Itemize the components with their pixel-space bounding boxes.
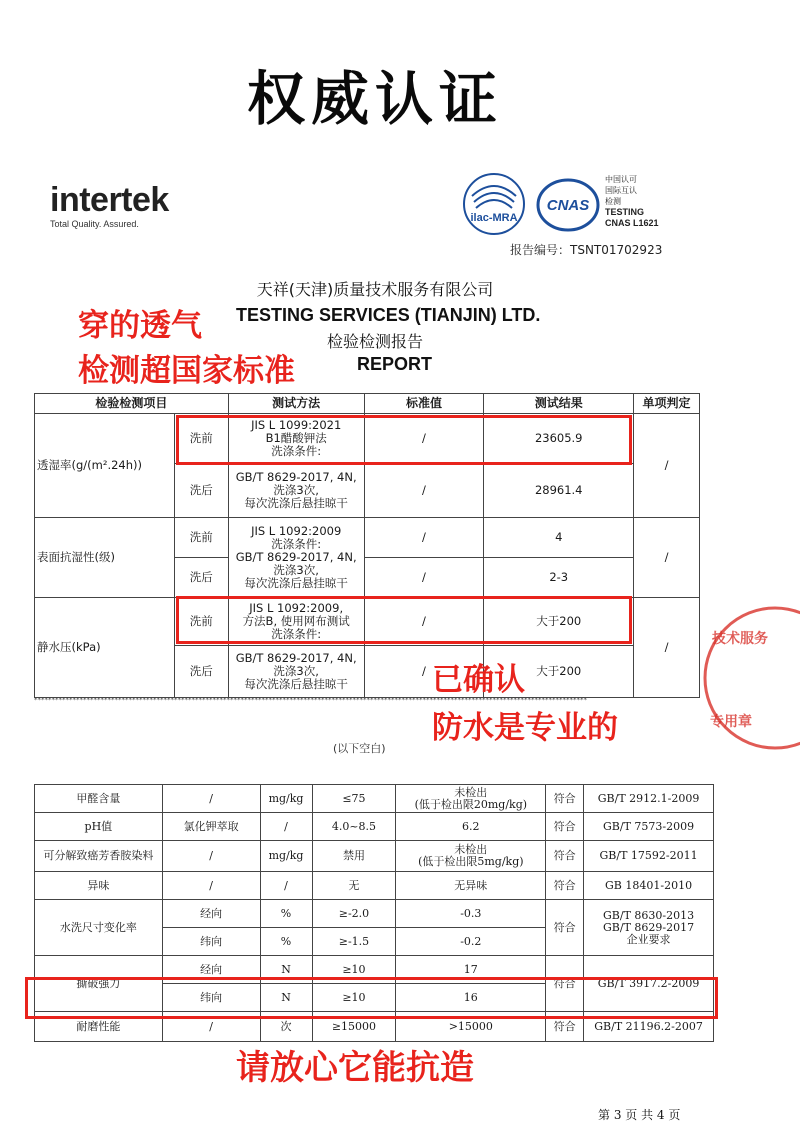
- cell: ≥10: [312, 984, 396, 1012]
- cell: -0.3: [396, 900, 546, 928]
- cell: 无: [312, 872, 396, 900]
- cell: N: [260, 956, 312, 984]
- intertek-logo: [50, 183, 169, 229]
- result-cell: 23605.9: [484, 414, 634, 464]
- table-header-row: [35, 394, 700, 414]
- cell: ≤75: [312, 785, 396, 813]
- cell: N: [260, 984, 312, 1012]
- cnas-code: CNAS L1621: [605, 218, 659, 228]
- promo-waterproof: 防水是专业的: [432, 710, 618, 746]
- method-before-text: JIS L 1092:2009 洗涤条件:: [251, 524, 342, 551]
- cell: GB/T 21196.2-2007: [584, 1012, 714, 1042]
- intertek-wordmark: intertek: [50, 181, 169, 219]
- method-cell: GB/T 8629-2017, 4N, 洗涤3次, 每次洗涤后悬挂晾干: [228, 646, 364, 698]
- cell: 耐磨性能: [35, 1012, 163, 1042]
- cell: /: [162, 1012, 260, 1042]
- company-name-cn: 天祥(天津)质量技术服务有限公司: [256, 280, 494, 299]
- cell: 氯化钾萃取: [162, 813, 260, 841]
- cell: mg/kg: [260, 785, 312, 813]
- header-item: 检验检测项目: [35, 394, 229, 414]
- stamp-text-2: 专用章: [710, 714, 752, 730]
- stamp-text: 技术服务: [712, 631, 768, 647]
- report-title-en: REPORT: [357, 354, 433, 374]
- phase-before: 洗前: [174, 518, 228, 558]
- cnas-label: CNAS: [546, 197, 590, 214]
- highlight-box-moisture: [176, 415, 632, 465]
- verdict-cell: /: [634, 414, 700, 518]
- cell: 符合: [546, 785, 584, 813]
- cell: 4.0~8.5: [312, 813, 396, 841]
- cell: /: [260, 872, 312, 900]
- ilac-mra-logo: [462, 172, 526, 236]
- method-cell: JIS L 1092:2009, 方法B, 使用网布测试 洗涤条件:: [228, 598, 364, 646]
- cell: 经向: [162, 900, 260, 928]
- cell: 水洗尺寸变化率: [35, 900, 163, 956]
- page-number: 第 3 页 共 4 页: [598, 1108, 681, 1122]
- company-name-en: TESTING SERVICES (TIANJIN) LTD.: [236, 305, 541, 325]
- blank-below-note: (以下空白): [333, 742, 386, 755]
- cell: 纬向: [162, 928, 260, 956]
- standard-cell: /: [364, 646, 484, 698]
- item-hydrostatic: 静水压(kPa): [35, 598, 175, 698]
- result-cell: 2-3: [484, 558, 634, 598]
- method-after-text: GB/T 8629-2017, 4N, 洗涤3次, 每次洗涤后悬挂晾干: [235, 550, 357, 590]
- ilac-label: ilac-MRA: [470, 212, 518, 224]
- result-cell: 4: [484, 518, 634, 558]
- cell: ≥-2.0: [312, 900, 396, 928]
- table-row: [35, 785, 714, 813]
- page-title: 权威认证: [246, 65, 503, 133]
- phase-after: 洗后: [174, 646, 228, 698]
- cell: GB/T 8630-2013 GB/T 8629-2017 企业要求: [584, 900, 714, 956]
- result-cell: 28961.4: [484, 464, 634, 518]
- table-row: [35, 813, 714, 841]
- cell: 经向: [162, 956, 260, 984]
- cell: ≥10: [312, 956, 396, 984]
- item-moisture: 透湿率(g/(m².24h)): [35, 414, 175, 518]
- cell: GB/T 2912.1-2009: [584, 785, 714, 813]
- method-cell: GB/T 8629-2017, 4N, 洗涤3次, 每次洗涤后悬挂晾干: [228, 464, 364, 518]
- cell: 6.2: [396, 813, 546, 841]
- cell: GB/T 17592-2011: [584, 841, 714, 872]
- separator-stars: **************************************************************************************************************************************************************: [34, 696, 587, 704]
- verdict-cell: /: [634, 598, 700, 698]
- result-cell: 大于200: [484, 598, 634, 646]
- standard-cell: /: [364, 558, 484, 598]
- intertek-tagline: Total Quality. Assured.: [50, 219, 139, 229]
- cell: %: [260, 928, 312, 956]
- cell: 次: [260, 1012, 312, 1042]
- header-result: 测试结果: [484, 394, 634, 414]
- cell: %: [260, 900, 312, 928]
- promo-confirmed: 已确认: [432, 662, 525, 698]
- header-standard: 标准值: [364, 394, 484, 414]
- cell: /: [162, 841, 260, 872]
- report-number: 报告编号：TSNT01702923: [510, 243, 663, 257]
- cell: 未检出 (低于检出限20mg/kg): [396, 785, 546, 813]
- method-cell: [228, 518, 364, 598]
- standard-cell: /: [364, 518, 484, 558]
- cell: mg/kg: [260, 841, 312, 872]
- phase-after: 洗后: [174, 558, 228, 598]
- item-surface-wetting: 表面抗湿性(级): [35, 518, 175, 598]
- cell: 符合: [546, 900, 584, 956]
- table-row: [35, 872, 714, 900]
- cell: GB 18401-2010: [584, 872, 714, 900]
- cell: 符合: [546, 1012, 584, 1042]
- result-cell: 大于200: [484, 646, 634, 698]
- cnas-caption: [605, 174, 659, 229]
- phase-after: 洗后: [174, 464, 228, 518]
- highlight-box-abrasion: [25, 977, 718, 1019]
- cell: 符合: [546, 813, 584, 841]
- cell: ≥-1.5: [312, 928, 396, 956]
- promo-exceeds-standard: 检测超国家标准: [78, 353, 295, 389]
- standard-cell: /: [364, 598, 484, 646]
- method-cell: JIS L 1099:2021 B1醋酸钾法 洗涤条件:: [228, 414, 364, 464]
- cell: 符合: [546, 956, 584, 1012]
- official-stamp: [700, 603, 800, 753]
- cell: >15000: [396, 1012, 546, 1042]
- cell: -0.2: [396, 928, 546, 956]
- report-title-cn: 检验检测报告: [326, 332, 423, 351]
- cell: 撕破强力: [35, 956, 163, 1012]
- cnas-cn-2: 国际互认: [605, 186, 637, 195]
- verdict-cell: /: [634, 518, 700, 598]
- cnas-logo: [536, 177, 600, 233]
- phase-before: 洗前: [174, 414, 228, 464]
- promo-breathable: 穿的透气: [78, 308, 202, 344]
- cell: /: [260, 813, 312, 841]
- cell: 禁用: [312, 841, 396, 872]
- cell: 甲醛含量: [35, 785, 163, 813]
- cell: 可分解致癌芳香胺染料: [35, 841, 163, 872]
- cell: 16: [396, 984, 546, 1012]
- table-row: [35, 518, 700, 558]
- highlight-box-hydrostatic: [176, 596, 632, 644]
- table-row: [35, 841, 714, 872]
- header-verdict: 单项判定: [634, 394, 700, 414]
- cell: ≥15000: [312, 1012, 396, 1042]
- promo-durable: 请放心它能抗造: [236, 1048, 474, 1088]
- cnas-cn-1: 中国认可: [605, 175, 637, 184]
- cell: /: [162, 872, 260, 900]
- cell: 符合: [546, 841, 584, 872]
- cell: GB/T 7573-2009: [584, 813, 714, 841]
- phase-before: 洗前: [174, 598, 228, 646]
- table-row: [35, 900, 714, 928]
- header-method: 测试方法: [228, 394, 364, 414]
- cell: 异味: [35, 872, 163, 900]
- cnas-testing: TESTING: [605, 207, 645, 217]
- standard-cell: /: [364, 464, 484, 518]
- cell: 纬向: [162, 984, 260, 1012]
- cell: /: [162, 785, 260, 813]
- cell: 符合: [546, 872, 584, 900]
- cell: 17: [396, 956, 546, 984]
- cell: GB/T 3917.2-2009: [584, 956, 714, 1012]
- cnas-cn-3: 检测: [605, 197, 621, 206]
- cell: 未检出 (低于检出限5mg/kg): [396, 841, 546, 872]
- cell: pH值: [35, 813, 163, 841]
- cell: 无异味: [396, 872, 546, 900]
- standard-cell: /: [364, 414, 484, 464]
